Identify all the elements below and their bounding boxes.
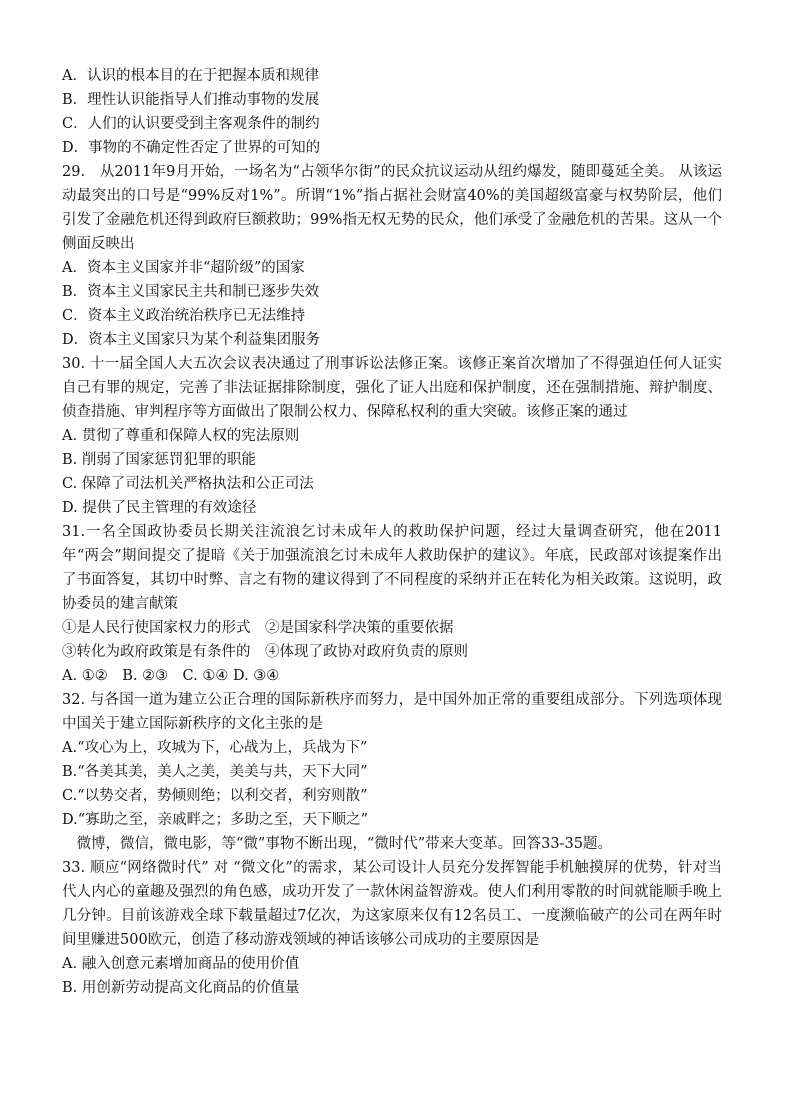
option-b: B．理性认识能指导人们推动事物的发展 <box>62 92 320 108</box>
option-a: A．资本主义国家并非“超阶级”的国家 <box>62 260 305 276</box>
option-d: D．事物的不确定性否定了世界的可知的 <box>62 140 321 156</box>
option-d: D.“寡助之至，亲戚畔之；多助之至，天下顺之” <box>62 812 369 828</box>
option-b: B. 用创新劳动提高文化商品的价值量 <box>62 980 300 996</box>
option-a: A．认识的根本目的在于把握本质和规律 <box>62 68 319 84</box>
question-30 <box>62 352 722 520</box>
statement-items-2: ③转化为政府政策是有条件的 ④体现了政协对政府负责的原则 <box>62 644 468 660</box>
section-intro: 微博，微信，微电影，等“微”事物不断出现，“微时代”带来大变革。回答33-35题。 <box>62 836 612 852</box>
question-29-stem: 29. 从2011年9月开始，一场名为“占领华尔街”的民众抗议运动从纽约爆发，随即蔓延全美。 从该运动最突出的口号是“99%反对1%”。所谓“1%”指占据社会财富40%的美国超级富豪与权势阶层，他们引发了金融危机还得到政府巨额救助；99%指无权无势的民众，他们承受了金融危机的苦果。这从一个侧面反映出 <box>62 164 722 252</box>
option-d: D．资本主义国家只为某个利益集团服务 <box>62 332 321 348</box>
option-b: B．资本主义国家民主共和制已逐步失效 <box>62 284 320 300</box>
option-c: C．资本主义政治统治秩序已无法维持 <box>62 308 306 324</box>
option-c: C．人们的认识要受到主客观条件的制约 <box>62 116 320 132</box>
question-28-options <box>62 64 722 160</box>
answer-choices: A. ①② B. ②③ C. ①④ D. ③④ <box>62 668 280 684</box>
option-c: C. 保障了司法机关严格执法和公正司法 <box>62 476 314 492</box>
question-31 <box>62 520 722 688</box>
question-32-stem: 32. 与各国一道为建立公正合理的国际新秩序而努力，是中国外加正常的重要组成部分。下列选项体现中国关于建立国际新秩序的文化主张的是 <box>62 692 722 732</box>
option-d: D. 提供了民主管理的有效途径 <box>62 500 257 516</box>
question-29 <box>62 160 722 352</box>
question-33 <box>62 856 722 1000</box>
option-a: A. 融入创意元素增加商品的使用价值 <box>62 956 300 972</box>
question-33-stem: 33. 顺应“网络微时代” 对 “微文化”的需求，某公司设计人员充分发挥智能手机触摸屏的优势，针对当代人内心的童趣及强烈的角色感，成功开发了一款休闲益智游戏。使人们利用零散的时间就能顺手晚上几分钟。目前该游戏全球下载量超过7亿次，为这家原来仅有12名员工、一度濒临破产的公司在两年时间里赚进500欧元，创造了移动游戏领域的神话该够公司成功的主要原因是 <box>62 860 722 948</box>
statement-items-1: ①是人民行使国家权力的形式 ②是国家科学决策的重要依据 <box>62 620 454 636</box>
question-31-stem: 31.一名全国政协委员长期关注流浪乞讨未成年人的救助保护问题，经过大量调查研究，他在2011年“两会”期间提交了提暗《关于加强流浪乞讨未成年人救助保护的建议》。年底，民政部对该提案作出了书面答复，其切中时弊、言之有物的建议得到了不同程度的采纳并正在转化为相关政策。这说明，政协委员的建言献策 <box>62 524 722 612</box>
exam-page <box>62 64 722 1000</box>
question-32 <box>62 688 722 832</box>
option-b: B.“各美其美，美人之美，美美与共，天下大同” <box>62 764 368 780</box>
option-c: C.“以势交者，势倾则绝；以利交者，利穷则散” <box>62 788 368 804</box>
option-a: A.“攻心为上，攻城为下，心战为上，兵战为下” <box>62 740 368 756</box>
option-b: B. 削弱了国家惩罚犯罪的职能 <box>62 452 256 468</box>
question-30-stem: 30. 十一届全国人大五次会议表决通过了刑事诉讼法修正案。该修正案首次增加了不得强迫任何人证实自己有罪的规定，完善了非法证据排除制度，强化了证人出庭和保护制度，还在强制措施、辩护制度、侦查措施、审判程序等方面做出了限制公权力、保障私权利的重大突破。该修正案的通过 <box>62 356 722 420</box>
option-a: A. 贯彻了尊重和保障人权的宪法原则 <box>62 428 300 444</box>
